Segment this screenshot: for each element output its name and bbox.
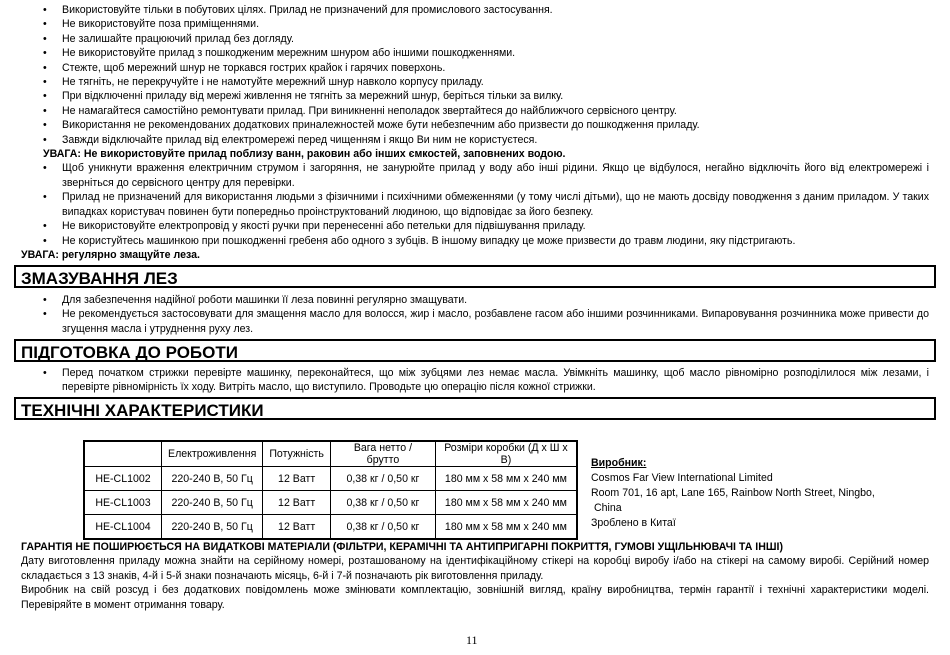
safety-section: [0, 3, 929, 262]
table-cell: 12 Ватт: [263, 491, 331, 515]
manufacturer-line: Room 701, 16 apt, Lane 165, Rainbow North Street, Ningbo,: [591, 487, 875, 499]
table-header-row: [84, 441, 577, 467]
table-header-cell: Електроживлення: [162, 441, 263, 467]
preparation-list: [0, 366, 929, 395]
warranty-section: [21, 540, 929, 612]
table-header-cell: Розміри коробки (Д х Ш х В): [435, 441, 577, 467]
section-title-preparation: ПІДГОТОВКА ДО РОБОТИ: [14, 339, 936, 362]
table-row: [84, 515, 577, 540]
section-title-lubrication: ЗМАЗУВАННЯ ЛЕЗ: [14, 265, 936, 288]
lubrication-list: [0, 293, 929, 336]
preparation-section: [0, 366, 929, 395]
table-cell: 220-240 В, 50 Гц: [162, 467, 263, 491]
table-row: [84, 491, 577, 515]
list-item: • Використання не рекомендованих додаткових приналежностей може бути небезпечним або призвести до пошкодження приладу.: [0, 118, 929, 132]
list-item: • Не використовуйте прилад з пошкодженим мережним шнуром або іншими пошкодженнями.: [0, 46, 929, 60]
table-cell: 220-240 В, 50 Гц: [162, 515, 263, 540]
section-title-specs: ТЕХНІЧНІ ХАРАКТЕРИСТИКИ: [14, 397, 936, 420]
oil-warning: УВАГА: регулярно змащуйте леза.: [21, 248, 200, 261]
table-cell: 220-240 В, 50 Гц: [162, 491, 263, 515]
table-header-cell: Вага нетто / брутто: [330, 441, 435, 467]
manufacturer-line: Зроблено в Китаї: [591, 517, 676, 529]
list-item: • Використовуйте тільки в побутових цілях. Прилад не призначений для промислового застосування.: [0, 3, 929, 17]
list-item: • Не використовуйте поза приміщеннями.: [0, 17, 929, 31]
lubrication-section: [0, 293, 929, 336]
safety-list: [0, 3, 929, 147]
list-item: • Не намагайтеся самостійно ремонтувати прилад. При виникненні неполадок звертайтеся до найближчого сервісного центру.: [0, 104, 929, 118]
table-cell: 0,38 кг / 0,50 кг: [330, 467, 435, 491]
warranty-title: ГАРАНТІЯ НЕ ПОШИРЮЄТЬСЯ НА ВИДАТКОВІ МАТЕРІАЛИ (ФІЛЬТРИ, КЕРАМІЧНІ ТА АНТИПРИГАРНІ ПОКРИТТЯ, ГУМОВІ УЩІЛЬНЮВАЧІ ТА ІНШІ): [21, 541, 784, 553]
manufacturer-line: Cosmos Far View International Limited: [591, 472, 773, 484]
manufacturer-note: Виробник на свій розсуд і без додаткових повідомлень може змінювати комплектацію, зовнішній вигляд, країну виробництва, термін гарантії і технічні характеристики моделі. Перевіряйте в момент отримання товару.: [21, 584, 929, 611]
warranty-text: Дату виготовлення приладу можна знайти на серійному номері, розташованому на ідентифікаційному стікері на коробці виробу і/або на стікері на самому виробі. Серійний номер складається з 13 знаків, 4-й і 5-й знаки позначають місяць, 6-й і 7-й позначають рік виготовлення приладу.: [21, 555, 929, 582]
list-item: • Не залишайте працюючий прилад без догляду.: [0, 32, 929, 46]
table-cell: 180 мм х 58 мм х 240 мм: [435, 491, 577, 515]
list-item: • При відключенні приладу від мережі живлення не тягніть за мережний шнур, беріться тільки за вилку.: [0, 89, 929, 103]
model-cell: HE-CL1004: [84, 515, 162, 540]
manufacturer-block: [591, 456, 875, 531]
water-safety-list: [0, 161, 929, 247]
list-item: • Для забезпечення надійної роботи машинки її леза повинні регулярно змащувати.: [0, 293, 929, 307]
model-cell: HE-CL1003: [84, 491, 162, 515]
specs-table: [83, 440, 578, 540]
table-cell: 180 мм х 58 мм х 240 мм: [435, 515, 577, 540]
list-item: • Перед початком стрижки перевірте машинку, переконайтеся, що між зубцями лез немає масла. Увімкніть машинку, щоб масло рівномірно розподілилося між лезами, і перевірте рівномірність їх ходу. Витріть масло, що виступило. Проводьте цю операцію після кожної стрижки.: [0, 366, 929, 395]
table-cell: 0,38 кг / 0,50 кг: [330, 515, 435, 540]
list-item: • Не користуйтесь машинкою при пошкодженні гребеня або одного з зубців. В іншому випадку це може призвести до травм людини, яку підстригають.: [0, 234, 929, 248]
water-warning: УВАГА: Не використовуйте прилад поблизу ванн, раковин або інших ємкостей, заповнених водою.: [43, 148, 566, 161]
list-item: • Завжди відключайте прилад від електромережі перед чищенням і якщо Ви ним не користуєтеся.: [0, 133, 929, 147]
manufacturer-line: China: [591, 502, 622, 514]
page-number: 11: [466, 633, 478, 647]
table-cell: 0,38 кг / 0,50 кг: [330, 491, 435, 515]
list-item: • Стежте, щоб мережний шнур не торкався гострих крайок і гарячих поверхонь.: [0, 61, 929, 75]
list-item: • Не тягніть, не перекручуйте і не намотуйте мережний шнур навколо корпусу приладу.: [0, 75, 929, 89]
list-item: • Щоб уникнути враження електричним струмом і загоряння, не занурюйте прилад у воду або інші рідини. Якщо це відбулося, негайно відключіть його від електромережі і зверніться до сервісного центру для перевірки.: [0, 161, 929, 190]
list-item: • Прилад не призначений для використання людьми з фізичними і психічними обмеженнями (у тому числі дітьми), що не мають досвіду поводження з даним приладом. У таких випадках користувач повинен бути попередньо проінструктований людиною, що відповідає за його безпеку.: [0, 190, 929, 219]
list-item: • Не використовуйте електропровід у якості ручки при перенесенні або петельки для підвішування приладу.: [0, 219, 929, 233]
list-item: • Не рекомендується застосовувати для змащення масло для волосся, жир і масло, розбавлене гасом або іншими розчинниками. Випаровування розчинника може привести до згущення масла і утруднення руху лез.: [0, 307, 929, 336]
table-cell: 12 Ватт: [263, 467, 331, 491]
table-header-cell: Потужність: [263, 441, 331, 467]
table-row: [84, 467, 577, 491]
model-cell: HE-CL1002: [84, 467, 162, 491]
table-cell: 12 Ватт: [263, 515, 331, 540]
manufacturer-title: Виробник:: [591, 457, 647, 469]
table-header-cell: [84, 441, 162, 467]
table-cell: 180 мм х 58 мм х 240 мм: [435, 467, 577, 491]
